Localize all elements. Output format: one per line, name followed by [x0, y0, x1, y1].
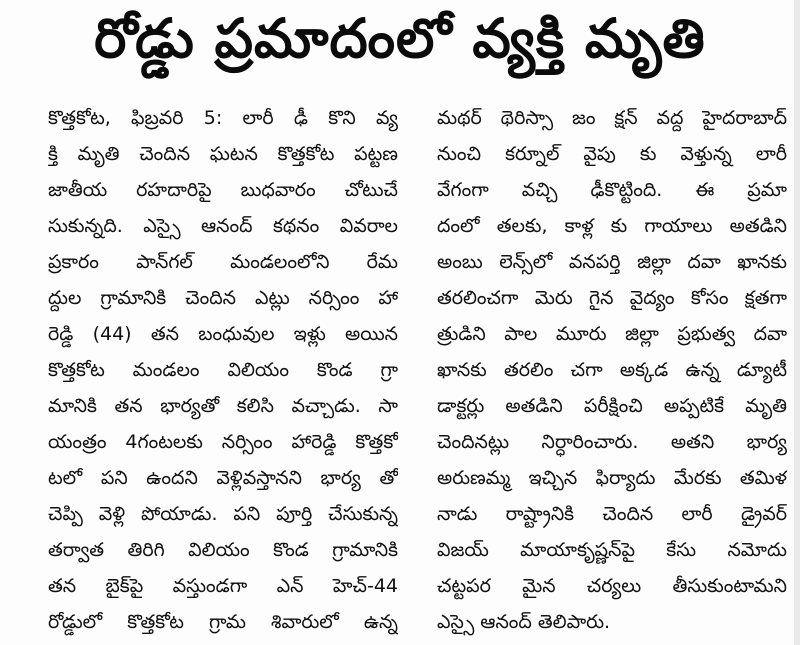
body-line: తన బైక్‌పై వస్తుండగా ఎన్ హెచ్-44 — [48, 575, 398, 597]
body-line: చెప్పి వెళ్లి పోయాడు. పని పూర్తి చేసుకున్న — [48, 503, 398, 525]
body-line: ప్రకారం పాన్‌గల్ మండలంలోని రేమ — [48, 251, 398, 273]
body-line: ఎస్సై ఆనంద్ తెలిపారు. — [437, 611, 611, 633]
body-line: తర్వాత తిరిగి విలియం కొండ గ్రామానికి — [48, 539, 398, 561]
body-line: రెడ్డి (44) తన బంధువుల ఇళ్లు అయిన — [48, 323, 398, 345]
body-line: మానికి తన భార్యతో కలిసి వచ్చాడు. సా — [48, 395, 398, 417]
body-line: కొత్తకోట, ఫిబ్రవరి 5: లారీ ఢీ కొని వ్య — [48, 107, 398, 129]
right-column — [437, 100, 787, 640]
body-line: విజయ్ మాయాకృష్ణన్‌పై కేసు నమోదు — [437, 539, 787, 561]
body-line: డాక్టర్లు అతడిని పరీక్షించి అప్పటికే మృతి — [437, 395, 787, 417]
body-line: క్తి మృతి చెందిన ఘటన కొత్తకోట పట్టణ — [48, 143, 398, 165]
body-line: నాడు రాష్ట్రానికి చెందిన లారీ డ్రైవర్ — [437, 503, 787, 525]
body-line: రోడ్డులో కొత్తకోట గ్రామ శివారులో ఉన్న — [48, 611, 398, 633]
body-line: ఖానకు తరలిం చగా అక్కడ ఉన్న డ్యూటీ — [437, 359, 787, 381]
body-line: కొత్తకోట మండలం విలియం కొండ గ్రా — [48, 359, 398, 381]
page-edge — [794, 0, 800, 645]
left-column — [48, 100, 398, 640]
body-line: చట్టపర మైన చర్యలు తీసుకుంటామని — [437, 575, 787, 597]
body-line: వేగంగా వచ్చి ఢీకొట్టింది. ఈ ప్రమా — [437, 179, 787, 201]
body-line: తరలించగా మెరు గైన వైద్యం కోసం క్షతగా — [437, 287, 787, 309]
body-line: అరుణమ్మ ఇచ్చిన ఫిర్యాదు మేరకు తమిళ — [437, 467, 787, 489]
body-line: దంలో తలకు, కాళ్ల కు గాయాలు అతడిని — [437, 215, 787, 237]
body-line: జాతీయ రహదారిపై బుధవారం చోటుచే — [48, 179, 398, 201]
body-line: చెందినట్లు నిర్ధారించారు. అతని భార్య — [437, 431, 787, 453]
body-line: యంత్రం 4గంటలకు నర్సింం హారెడ్డి కొత్తకో — [48, 431, 398, 453]
body-line: అంబు లెన్స్‌లో వనపర్తి జిల్లా దవా ఖానకు — [437, 251, 787, 273]
headline: రోడ్డు ప్రమాదంలో వ్యక్తి మృతి — [94, 6, 706, 70]
body-line: త్రుడిని పాల మూరు జిల్లా ప్రభుత్వ దవా — [437, 323, 787, 345]
body-line: ద్దుల గ్రామానికి చెందిన ఎట్లు నర్సింం హా — [48, 287, 398, 309]
body-line: సుకున్నది. ఎస్సై ఆనంద్ కథనం వివరాల — [48, 215, 398, 237]
body-line: నుంచి కర్నూల్ వైపు కు వెళ్తున్న లారీ — [437, 143, 787, 165]
body-line: టలో పని ఉందని వెళ్లివస్తానని భార్య తో — [48, 467, 398, 489]
body-line: మథర్ థెరిస్సా జం క్షన్ వద్ద హైదరాబాద్ — [437, 107, 787, 129]
